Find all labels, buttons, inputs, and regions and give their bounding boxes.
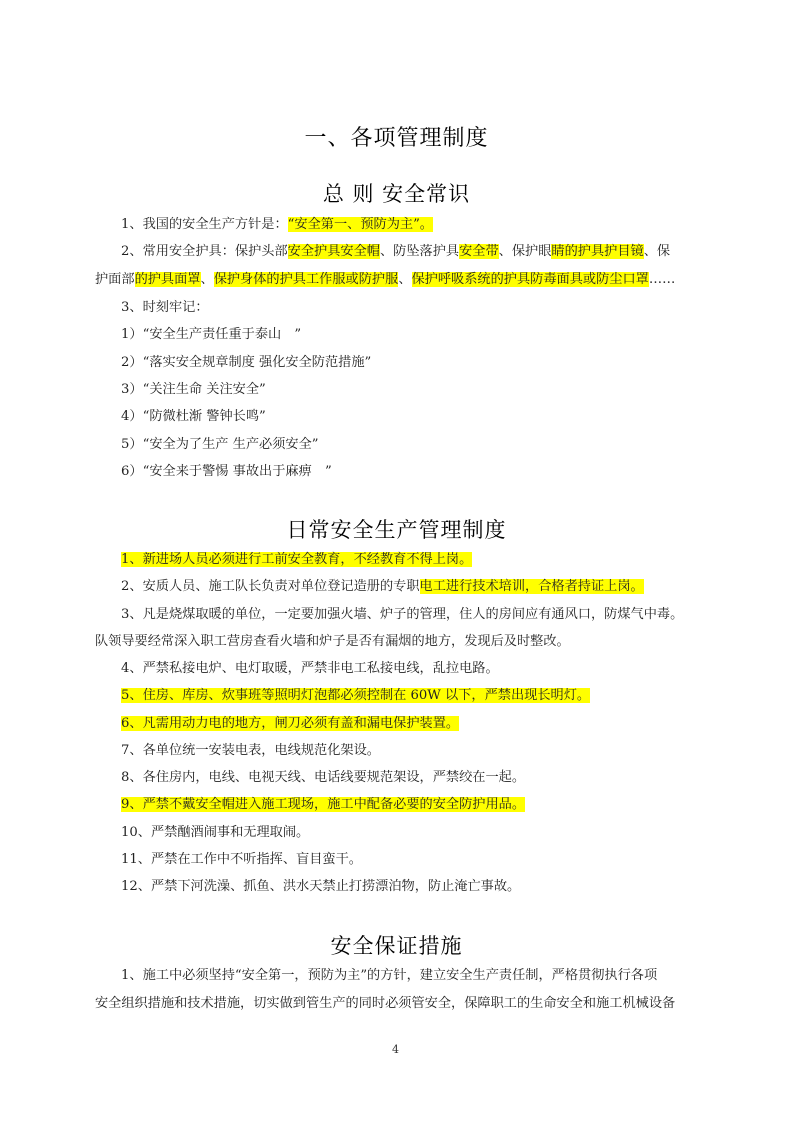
slogan-1: 1）“安全生产责任重于泰山 ”	[121, 327, 302, 342]
section-heading-measures: 安全保证措施	[330, 934, 463, 958]
highlight: 安全带	[459, 244, 499, 259]
rule-2: 2、安质人员、施工队长负责对单位登记造册的专职电工进行技术培训，合格者持证上岗。	[121, 579, 644, 594]
slogan-4: 4）“防微杜渐 警钟长鸣”	[121, 409, 266, 424]
slogan-6: 6）“安全来于警惕 事故出于麻痹 ”	[121, 464, 332, 479]
rule-3-line1: 3、凡是烧煤取暖的单位，一定要加强火墙、炉子的管理，住人的房间应有通风口，防煤气中毒。	[121, 607, 684, 622]
rule-9	[121, 797, 741, 813]
page-number: 4	[392, 1043, 399, 1056]
highlight: 安全护具安全帽	[287, 244, 380, 259]
highlight: 5、住房、库房、炊事班等照明灯泡都必须控制在 60W 以下，严禁出现长明灯。	[121, 688, 591, 703]
rule-4: 4、严禁私接电炉、电灯取暖，严禁非电工私接电线，乱拉电路。	[121, 661, 499, 676]
highlight: 保护呼吸系统的护具防毒面具或防尘口罩	[411, 272, 649, 287]
rule-12: 12、严禁下河洗澡、抓鱼、洪水天禁止打捞漂泊物，防止淹亡事故。	[121, 879, 521, 894]
highlight: 睛的护具护目镜	[551, 244, 644, 259]
highlight: 9、严禁不戴安全帽进入施工现场，施工中配备必要的安全防护用品。	[121, 797, 526, 812]
rule-3-line2: 队领导要经常深入职工营房查看火墙和炉子是否有漏烟的地方，发现后及时整改。	[95, 634, 570, 649]
rule-11: 11、严禁在工作中不听指挥、盲目蛮干。	[121, 852, 362, 867]
document-title: 一、各项管理制度	[304, 126, 489, 151]
section-heading-general: 总 则 安全常识	[322, 182, 471, 206]
measure-1-line1: 1、施工中必须坚持“安全第一，预防为主”的方针，建立安全生产责任制，严格贯彻执行各项	[121, 968, 658, 983]
paragraph-item-2-line1: 2、常用安全护具：保护头部安全护具安全帽、防坠落护具安全带、保护眼睛的护具护目镜、保	[121, 244, 671, 259]
section-heading-daily: 日常安全生产管理制度	[286, 518, 507, 542]
slogan-2: 2）“落实安全规章制度 强化安全防范措施”	[121, 355, 372, 370]
paragraph-item-3: 3、时刻牢记：	[121, 300, 209, 315]
highlight: 的护具面罩	[134, 272, 201, 287]
highlight: 6、凡需用动力电的地方，闸刀必须有盖和漏电保护装置。	[121, 716, 460, 731]
slogan-5: 5）“安全为了生产 生产必须安全”	[121, 437, 319, 452]
highlight: 保护身体的护具工作服或防护服	[213, 272, 399, 287]
rule-1	[121, 552, 741, 568]
rule-6	[121, 716, 741, 732]
highlight: 电工进行技术培训，合格者持证上岗。	[419, 579, 644, 594]
measure-1-line2: 安全组织措施和技术措施，切实做到管生产的同时必须管安全，保障职工的生命安全和施工机械设备	[95, 996, 676, 1011]
highlight: “安全第一、预防为主”。	[287, 217, 433, 232]
paragraph-item-1: 1、我国的安全生产方针是：“安全第一、预防为主”。	[121, 217, 433, 232]
rule-5	[121, 688, 741, 704]
highlight: 1、新进场人员必须进行工前安全教育，不经教育不得上岗。	[121, 552, 473, 567]
paragraph-item-2-line2: 护面部的护具面罩、保护身体的护具工作服或防护服、保护呼吸系统的护具防毒面具或防尘口罩……	[95, 272, 676, 287]
rule-7: 7、各单位统一安装电表，电线规范化架设。	[121, 743, 380, 758]
rule-10: 10、严禁酗酒闹事和无理取闹。	[121, 825, 310, 840]
slogan-3: 3）“关注生命 关注安全”	[121, 382, 266, 397]
rule-8: 8、各住房内，电线、电视天线、电话线要规范架设，严禁绞在一起。	[121, 770, 526, 785]
